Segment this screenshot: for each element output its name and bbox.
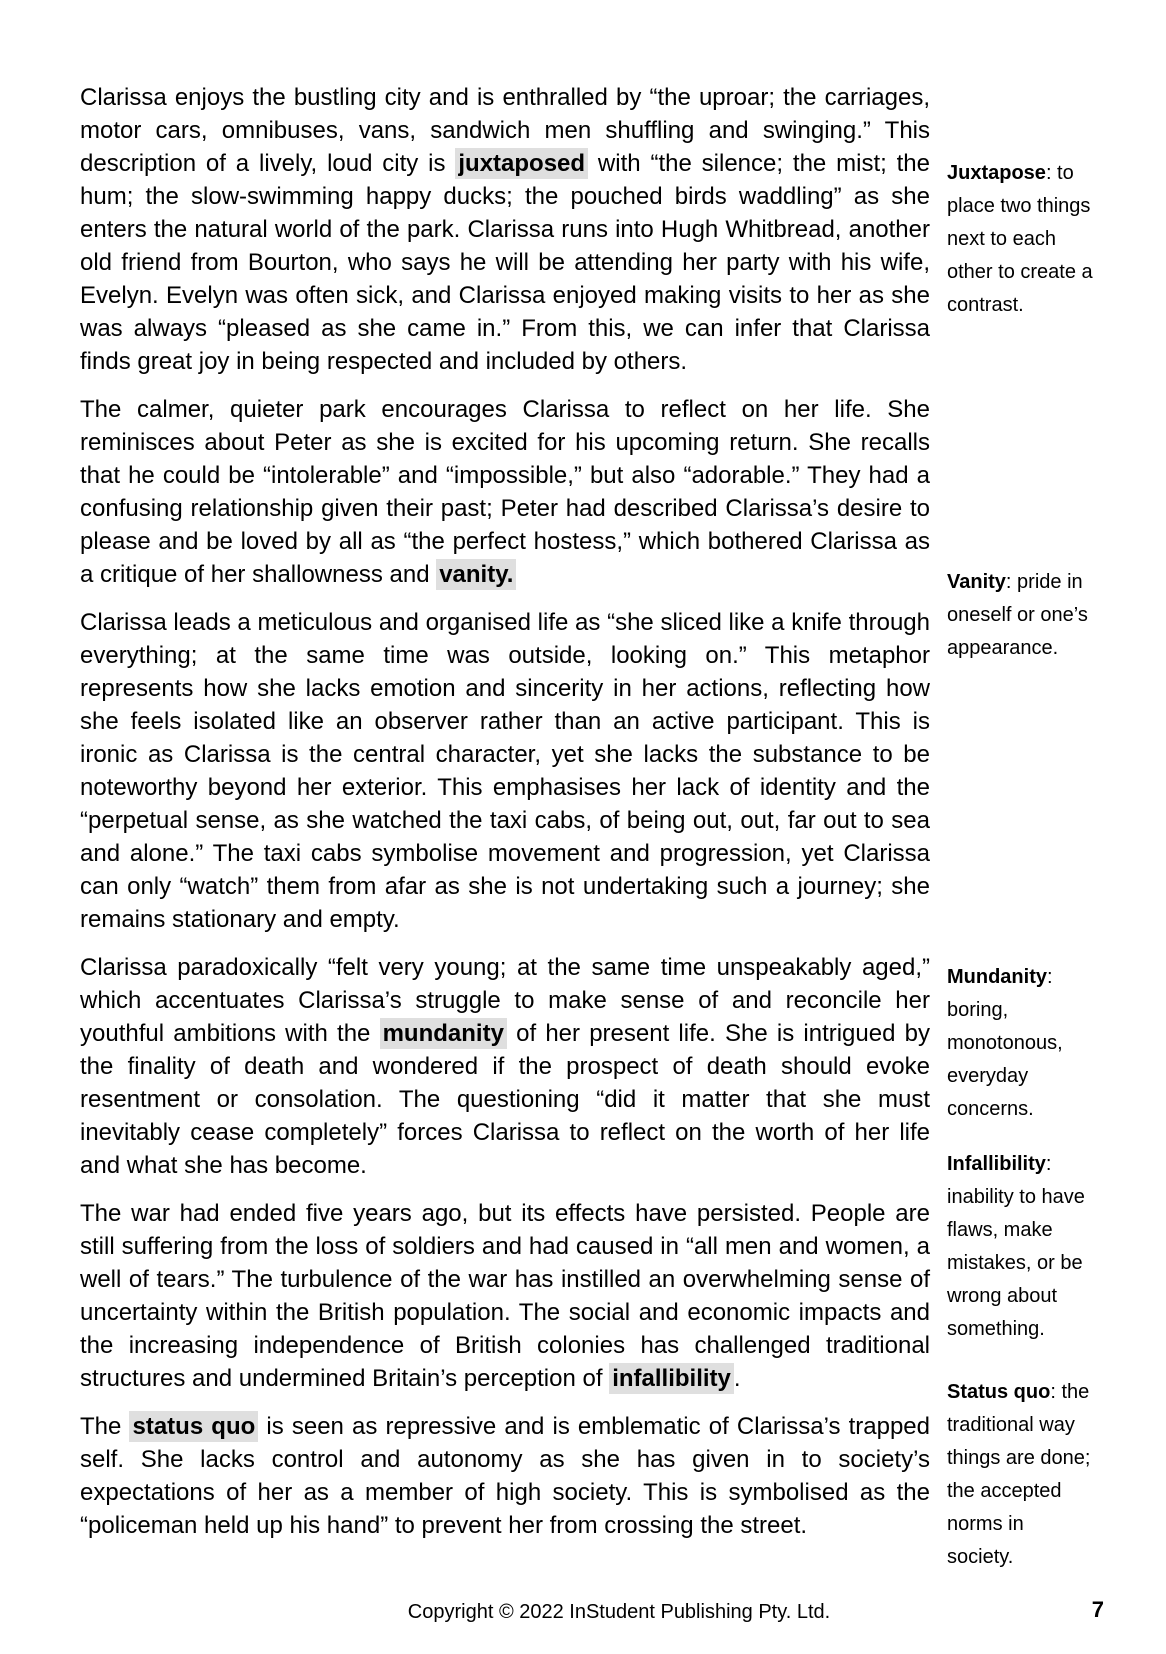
text-segment: Clarissa enjoys the bustling city and is enthralled by “the uproar; the carriages, motor cars, omnibuses, vans, sandwich men shuffling and swinging.” This description of a lively, loud city is (80, 84, 930, 177)
note-definition: : to place two things next to each other to create a contrast. (947, 162, 1093, 316)
text-segment: Clarissa leads a meticulous and organised life as “she sliced like a knife through everything; at the same time was outside, looking on.” This metaphor represents how she lacks emotion and sincerity in her actions, reflecting how she feels isolated like an observer rather than an active participant. This is ironic as Clarissa is the central character, yet she lacks the substance to be noteworthy beyond her exterior. This emphasises her lack of identity and the “perpetual sense, as she watched the taxi cabs, of being out, out, far out to sea and alone.” The taxi cabs symbolise movement and progression, yet Clarissa can only “watch” them from afar as she is not undertaking such a journey; she remains stationary and empty. (80, 609, 930, 933)
paragraph (80, 951, 930, 1182)
text-segment: is seen as repressive and is emblematic of Clarissa’s trapped self. She lacks control and autonomy as she has given in to society’s expectations of her as a member of high society. This is symbolised as the “policeman held up his hand” to prevent her from crossing the street. (80, 1413, 930, 1539)
paragraph (80, 393, 930, 591)
page-number: 7 (1091, 1597, 1104, 1622)
highlighted-term: vanity. (436, 559, 516, 590)
note-term: Infallibility (947, 1153, 1046, 1175)
note-definition: : boring, monotonous, everyday concerns. (947, 966, 1063, 1120)
footer-copyright: Copyright © 2022 InStudent Publishing Pty. Ltd. (407, 1601, 831, 1623)
margin-notes (947, 0, 1107, 1654)
body-text (80, 81, 930, 1557)
margin-note-vanity (947, 566, 1095, 665)
paragraph (80, 1410, 930, 1542)
note-term: Vanity (947, 571, 1006, 593)
note-definition: : the traditional way things are done; the accepted norms in society. (947, 1381, 1091, 1568)
paragraph (80, 1197, 930, 1395)
highlighted-term: status quo (129, 1411, 258, 1442)
text-segment: The calmer, quieter park encourages Clarissa to reflect on her life. She reminisces about Peter as she is excited for his upcoming return. She recalls that he could be “intolerable” and “impossible,” but also “adorable.” They had a confusing relationship given their past; Peter had described Clarissa’s desire to please and be loved by all as “the perfect hostess,” which bothered Clarissa as a critique of her shallowness and (80, 396, 930, 588)
margin-note-mundanity (947, 961, 1095, 1126)
text-segment: with “the silence; the mist; the hum; the slow-swimming happy ducks; the pouched birds waddling” as she enters the natural world of the park. Clarissa runs into Hugh Whitbread, another old friend from Bourton, who says he will be attending her party with his wife, Evelyn. Evelyn was often sick, and Clarissa enjoyed making visits to her as she was always “pleased as she came in.” From this, we can infer that Clarissa finds great joy in being respected and included by others. (80, 150, 930, 375)
margin-note-juxtapose (947, 157, 1095, 322)
margin-note-status-quo (947, 1376, 1095, 1574)
note-term: Status quo (947, 1381, 1051, 1403)
note-term: Mundanity (947, 966, 1047, 988)
highlighted-term: mundanity (380, 1018, 507, 1049)
paragraph (80, 81, 930, 378)
text-segment: Clarissa paradoxically “felt very young; at the same time unspeakably aged,” which accentuates Clarissa’s struggle to make sense of and reconcile her youthful ambitions with the (80, 954, 930, 1047)
text-segment: The (80, 1413, 130, 1440)
text-segment: The war had ended five years ago, but its effects have persisted. People are still suffering from the loss of soldiers and had caused in “all men and women, a well of tears.” The turbulence of the war has instilled an overwhelming sense of uncertainty within the British population. The social and economic impacts and the increasing independence of British colonies has challenged traditional structures and undermined Britain’s perception of (80, 1200, 930, 1392)
note-definition: : pride in oneself or one’s appearance. (947, 571, 1088, 659)
highlighted-term: infallibility (609, 1363, 734, 1394)
note-definition: : inability to have flaws, make mistakes, or be wrong about something. (947, 1153, 1085, 1340)
text-segment: . (733, 1365, 741, 1392)
highlighted-term: juxtaposed (455, 148, 588, 179)
note-term: Juxtapose (947, 162, 1046, 184)
margin-note-infallibility (947, 1148, 1095, 1346)
paragraph (80, 606, 930, 936)
text-segment: of her present life. She is intrigued by the finality of death and wondered if the prospect of death should evoke resentment or consolation. The questioning “did it matter that she must inevitably cease completely” forces Clarissa to reflect on the worth of her life and what she has become. (80, 1020, 930, 1179)
